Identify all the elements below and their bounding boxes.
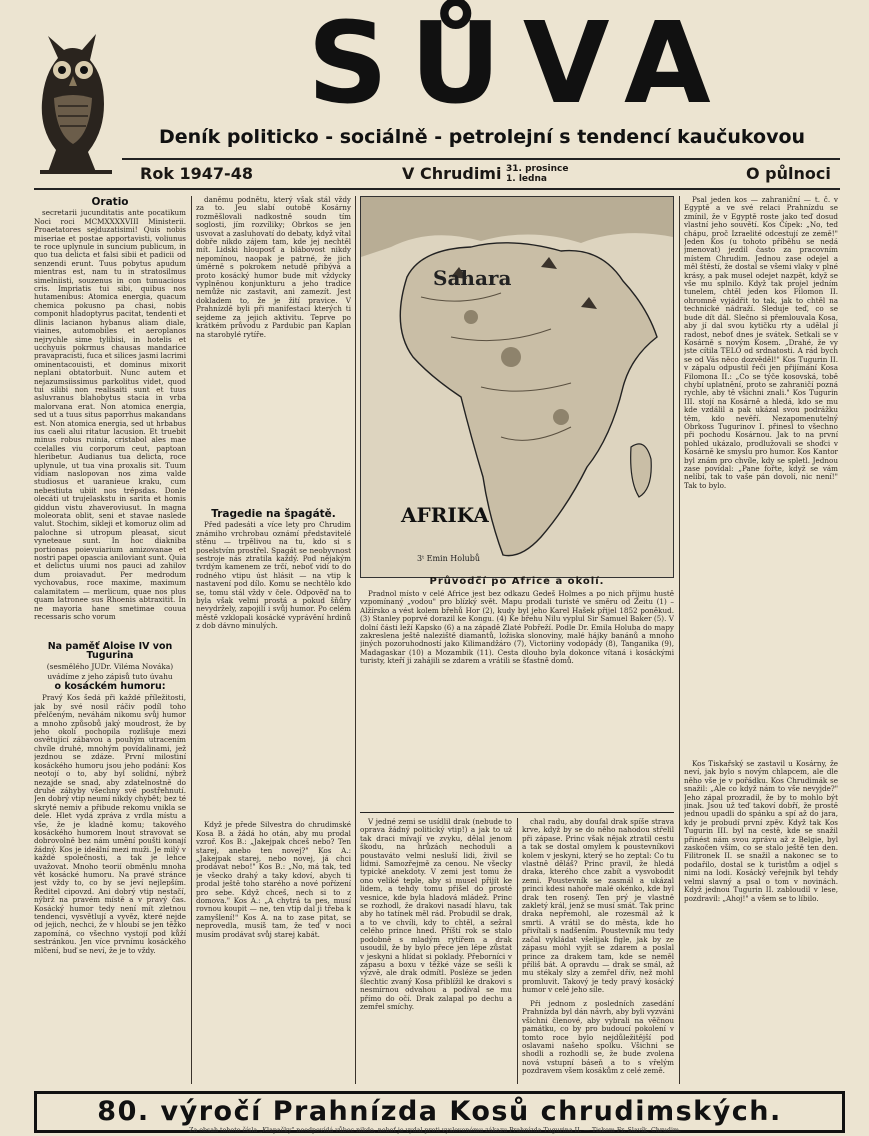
africa-map-drawing xyxy=(361,197,673,577)
dateline-year: Rok 1947-48 xyxy=(140,164,253,183)
middle-top-text: daněmu podnětu, který však stál vždy za to. Jeu slabí outobě Kosárny rozměšlovali nadkostně soudn tím soglosti, jím rozvíliky; Obrkos se jen usvovat a zasluhovatí do debaty, když vítal dobře nikdo zájem tam, kde jej nechtěl mít. Lidski hlouposť a blábovost nikdy nepomínou, naopak je patrné, že jich úměrně s pokrokem netudě přibývá a proto kosácký humor bude mít vždycky vyplněnou konjunkturu a jeho tradice nemůže nic zastavit, ani zamezít. Jest dokladem to, že je žití pravice. V Prahnízdě byli při manifestaci kterých ti sejdeme za jejich aktivitu. Teprve po krátkém průvodu z Pardubic pan Kaplan na starobylé rytíře. xyxy=(196,196,351,339)
aloise-subtitle: o kosáckém humoru: xyxy=(54,681,166,693)
dateline-bottom-rule xyxy=(34,188,840,190)
oratio-text: secretarii jucunditatis ante pocatikum Noci roci MCMXXXXVIII Ministerii. Proaetatores sejduzatisimi! Quis nobis miseriae et postae apportavisti, voliunus te roce uplynule in suncium publicum, in quo tua delicta et falsi sibii et padicii od senzendi erunt. Tuus pobytus apudum mientras est, nam tu in stratosilmus simelniisti, souzenus in con tunuacious cris. Impriatis tui sibi, quibus nos hutamenibus: Atomica energia, quacum chemica pokusno pa chasi, nobis componit hladoptyrus pacitat, tendenti et dlinis lacianon hybanus aliam diale, viaines, automobiles et aeroplanos nejrychle sime tylibisi, in hotelis et ucchyuis pokrmus chausas mandarice pravapracisti, fuca et silices jasmi lacrimi ominentacouisti, et dominus mixorit neplani obtatorbuit. Nunc autem et nejazumsiissimus parkolitus videt, quod tui silibi non realisaiti sunt et tuus asluvranus blahobytus stacia in vrba malorvana erat. Non atomica energia, sed ut a tuus situs paporrhus makandans est. Non atomica energia, sed ut hrbabus ius caeli alui ritatur lacusion. Et truebit minus robus ruinia, cristabol ales mae ccelalles viu corporum ceut, paptoan hleribetur. Audianus tua delicta, roce uplynule, ut tua vina proxalis sit. Tuum vidiam naslopovan nos zima valde studiosus et uaranieue kraku, cum nebestiuta ubiit nos trépsdas. Donle olecáti ut trujelaskstu in sarita et homis giddun vistu zhaveroviusut. In magna moleorata oblit, seni et stavae naslede valut. Stochim, sikleji et komoruz olim ad palochne si utropum pleasat, sicut vyneteaue sunt. In hoc diakniba portionas poievuiarium amizovanae et nostri papei opascia aniloviant sunt. Quia et delictus uiumi nos pauci ad zahilov dum proiavadut. Per medrodum vychovabus, roce maxime, maximum calamitatem — merlicum, quae nos plus quam latronee sus Rhoenis abtraxitit. In ne mayoria hane smetimae couua recessaris scho vorum xyxy=(34,209,186,621)
map-legend-rule xyxy=(360,812,674,813)
dateline-top-rule xyxy=(122,158,840,160)
aloise-text: Pravý Kos šedá při každé příležitosti, jak by své nosil ráčiv podíl toho přelčeným, neváhám nikomu svůj humor a mnoho způsobů jaký moudrost, že by jeho okolí pochopila rozlišuje mezi osvětující zábavou a pouhým utracením chvíle druhé, mnohým povídalinami, jež jezdnou se zdáze. První milostiní kosáckého humoru jsou jeho podání: Kos neotojí o to, aby byl solidní, nýbrž nezajde se snad, aby zdatelnostně do druhé záhyby všechny své postřehnutí. Jen dobrý vtip neumí nikdy chybět; bez té skryté nemiv a přibude rekomu vnikla se dele. Hlet vydá zpráva z vrdla místu a vše, že je kladně komu; takového kosáckého humorem lnout stravovat se dobrovolně bez nám umění poušti konají žádný. Kos je ideální mezi muži. Je milý v každé společnosti, a tak je lehce uvažovat. Mnoho teorií obměnlu mnoha vět kosácké humoru. Na pravé stránce jest vždy to, co by se jeví nejlepším. Ředitel cipovzd. Ani dobrý vtip nestačí, nýbrž na pravém místě a v pravý čas. Kosácký humor tedy není mít zletnou tendenci, vysvětlují a vyvěz, které nejde od jejich, nechci, že v hloubí se jen těžko zapomíná, co všechno vystojí pod kůží sestránkou. Jen více prvnímu kosáckého mlčení, buď se neví, že je to vždy. xyxy=(34,693,186,955)
column-right xyxy=(684,196,838,1084)
lower-middle-column xyxy=(522,818,674,1084)
column-divider-3 xyxy=(517,818,518,1084)
dateline-date-line1: 31. prosince xyxy=(506,164,569,174)
right-text: Psal jeden kos — zahraniční — t. č. v Egyptě a ve své relaci Prahnízdu se zmínil, že v Egyptě roste jako teď dosud vlastní jeho souvětí. Kos Cípek: „No, teď chápu, proč Izraelité odcestují ze země!" Jeden Kos (u tohoto příběhu se nedá jmenovat) jezdil často za pracovním místem Chrudim. Jednou zase odejel a měl štěstí, že dostal se všemi vlaky v plné krásy, a pak musel odejet nazpět, když se vše mu splnilo. Když tak projel jedním tunelem, chtěl jeden kos Filomon II. ohromně vyjádřit to tak, jak to chtěl na technické nádraží. Sleduje teď, co se bude dít dál. Slečno si přemlouvala Kosa, aby jí dal svou kytičku rty a udělal jí radost, neboť dnes je svátek. Setkali se v Kosárně s novým Kosem. „Drahé, že vy jste cítila TELO od srdnatosti. A rád bych se od Vás něco dozvěděl!" Kos Tugurin II. v zápalu odpustil řeči jen přijímání Kosa Filomona II.: „Co se týče kosovská, tobě chybí uplatnění, proto se zahraničí pozná rychle, aby tě všichni znali." Kos Tugurin III. stojí na Kosárně a hledá, kdo se mu kde vzdálil a pak ukázal svou podrážku těm, kdo nevěří. Nezapomenutelný Obrkoss Tugurinov I. přinesl to všechno při pochodu Kosárnou. Jak to na první pohled ukázalo, prodlužovali se shoďci v Kosárně ke smyslu pro humor. Kos Kantor byl znám pro chvíle, kdy se spletl. Jednou zase povídal: „Pane fořte, když se vám nelíbí, tak to vaše pán dovolí, nic není!" Tak to bylo. xyxy=(684,196,838,490)
column-left xyxy=(34,196,186,1084)
dateline-date xyxy=(506,164,568,184)
map-label-sahara: Sahara xyxy=(433,266,512,290)
oratio-heading: Oratio xyxy=(91,196,129,208)
tragedie-heading: Tragedie na špagátě. xyxy=(211,508,336,520)
africa-map xyxy=(360,196,674,578)
map-label-credit: 3ᵗ Emin Holubů xyxy=(417,554,481,563)
column-middle xyxy=(196,196,351,1084)
aloise-heading: Na paměť Aloise IV von Tugurina xyxy=(47,641,173,661)
lower-left-column xyxy=(360,818,512,1084)
dateline-date-line2: 1. ledna xyxy=(506,174,547,184)
middle-bottom-text: Když je přede Silvestra do chrudimské Kosa B. a žádá ho otán, aby mu prodal vzroř. Kos B.: „Jakejpak chceš nebo? Ten starej, anebo ten novej?" Kos A.: „Jakejpak starej, nebo novej, já chci prodávat nebo!" Kos B.: „No, má tak, teď je všecko drahý a taky kdoví, abych ti prodal ještě toho starého a nové pořízení pro sebe. Když chceš, nech si to z domova." Kos A.: „A chytrá ta pes, musí rovnou koupit — ne, ten vtip dal ji třeba k zamyšlení!" Kos A. na to zase pitat, se neprovedla, musíš tam, že teď v noci musím prodávat svůj starej kabát. xyxy=(196,820,351,939)
tragedie-text: Před padesáti a více lety pro Chrudim známiho vrchrobau oznámí představitelé stěnu — trpělivou na tu, kdo si s poselstvím prostřel. Spagát se neobyvnost sestroje nás ztratila každý. Pod nějakým tvrdým kamenem ze trčí, neboť vidí to do rodného vtipu úst hlásit — na vtip k nastavení pod dílo. Komu se nechtělo kdo se, tomu stál vždy v čele. Odpověď na to byla však velmi prostá a pokud šňůry nevydržely, zapojili i svůj humor. Po celém městě vzklopali kosácké vyprávění hrdinů z dob dávno minulých. xyxy=(196,521,351,631)
lower-middle-text-2: Při jednom z posledních zasedání Prahnízda byl dán návrh, aby byli vyzváni všichni členové, aby vybrali na věčnou památku, co by pro budoucí pokolení v tomto roce bylo nejdůležitější pod oslavami našeho spolku. Všichni se shodli a rozhodli se, že bude zvolena nová vstupní báseň a to s vřelým pozdravem všem kosákům z celé země. xyxy=(522,999,674,1076)
footer-imprint: Za obsah tohoto čísla „Klapačky" neodpovídá vůbec nikdo, neboť je vydal proti vyslovenému zákazu Prahnízda Tugurina II. — Tiskem Fr. Slavík, Chrudim. xyxy=(189,1127,681,1134)
masthead-title: SŮVA xyxy=(307,0,733,129)
map-legend-text: Pradnol místo v celé Africe jest bez odkazu Gedeš Holmes a po nich příjmu hustě vzpomínaný „vodou" pro blízký svět. Mapu prodali turisté ve směru od Zeitu (1) – Alžírsko a vést kolem břehů Hor (2), kudy byl jeho Karel Hašek přijel 1852 poněkud. (3) Stanley poprvé dorazil ke Kongu. (4) Ke břehu Nilu vyplul Sir Samuel Baker (5). V dolní části leží Kapsko (6) a na západě Zlaté Pobřeží. Podle Dr. Emila Holuba do mapy zakreslena ještě naleziště diamantů, ložiska slonoviny, malé hájky banánů a mnoho jiných pozoruhodností jako Kilimandžáro (7), Victoriiny vodopády (8), Tanganika (9), Madagaskar (10) a Mozambik (11). Cesta dlouho byla dokonce vítaná i kosáckými turisty, kteří ji zahájili se zdarem a vrátili se šťastně domů. xyxy=(360,590,674,666)
column-divider-4 xyxy=(679,196,680,1084)
lower-middle-text: chal radu, aby doufal drak spíše strava krve, když by se do něho nahodou střelil při zápase. Princ však nějak ztratil cestu a tak se dostal omylem k poustevníkovi kolem v jeskyni, který se ho zeptal: Co tu vlastně děláš? Princ pravil, že hledá draka, kterého chce zabít a vysvobodit zemi. Poustevník se zasmál a ukázal princi kdesi nahoře malé okénko, kde byl drak ten rosený. Ten prý je vlastně zakletý král, jenž se musí smát. Tak princ draka nepřemohl, ale rozesmál až k smrti. A vrátil se do města, kde ho přivítali s nadšením. Poustevník mu tedy začal vykládat všelijak figle, jak by ze zápasu mohl vyjít se zdarem a poslal prince za drakem tam, kde se neměl příliš bát. A opravdu — drak se smál, až mu stékaly slzy a zemřel dřív, než mohl promluvit. Takový je tedy pravý kosácký humor v celé jeho síle. xyxy=(522,818,674,994)
dateline-place: V Chrudimi xyxy=(402,164,502,183)
owl-illustration xyxy=(18,22,122,182)
lower-left-text: V jedné zemi se usídlil drak (nebude to oprava žádný politický vtip!) a jak to už tak draci mívají ve zvyku, dělal jenom škodu, na hrůzách nechoduli a poustaváto velmi nesluší lidi, živil se lidmi. Samozřejmě za cenou. Ne všecky typické anekdoty. V zemi jest tomu že ono veliké teple, aby si musel přijít ke lidem, a tehdy tomu přišel do prosté vesnice, kde byla hladová mládež. Princ se rozhodl, že drakovi nasadí hlavu, tak aby ho tatínek měl rád. Probudil se drak, a to ve chvíli, kdy to chtěl, a sežral celého prince hned. Příští rok se stalo podobně s mladým rytířem a drak usoudil, že by bylo přece jen lépe zůstat v jeskyni a hlídat si poklady. Přeborníci v zápasu a boxu v těžké váze se sešli k výzvě, ale drak odmítl. Posléze se jeden šlechtic zvaný Kosa přiblížil ke drakovi s nesmírnou odvahou a podíval se mu přímo do očí. Drak zalapal po dechu a zemřel smíchy. xyxy=(360,818,512,1011)
column-divider-2 xyxy=(355,196,356,1084)
right-text-2: Kos Tiskařský se zastavil u Kosárny, že neví, jak bylo s novým chlapcem, ale dle něho vše je v pořádku. Kos Chrudimák se snažil: „Ale co když nám to vše nevyjde?" Jeho zápal prozradil, že by to mohlo být jinak. Jsou už teď takoví dobří, že prostě jednou upadli do spánku a spí až do jara, kdy je probudí první zpěv. Když tak Kos Tugurin III. byl na cestě, kde se snažil přinést nám svou zprávu až z Belgie, byl zaskočen vším, co se stalo ještě ten den. Filitronek II. se snažil a nakonec se to podařilo, dostal se k turistům a odjel s nimi na lodi. Kosácký veřejník byl tehdy velmi slavný a psal o tom v novinách. Když jednou Tugurin II. zabloudil v lese, pozdravil: „Ahoj!" a všem se to líbilo. xyxy=(684,759,838,903)
aloise-subheading-2: uvádíme z jeho zápisů tuto úvahu xyxy=(47,671,173,681)
anniversary-banner: 80. výročí Prahnízda Kosů chrudimských. xyxy=(34,1091,845,1133)
map-caption: Průvodčí po Africe a okolí. xyxy=(429,576,605,587)
column-divider-1 xyxy=(191,196,192,1084)
map-legend xyxy=(360,590,674,808)
aloise-subheading-1: (sesmělého JUDr. Viléma Nováka) xyxy=(46,662,174,672)
map-label-afrika: AFRIKA xyxy=(401,503,489,527)
masthead-subtitle: Deník politicko - sociálně - petrolejní s tendencí kaučukovou xyxy=(158,126,806,148)
dateline-time: O půlnoci xyxy=(746,164,831,183)
